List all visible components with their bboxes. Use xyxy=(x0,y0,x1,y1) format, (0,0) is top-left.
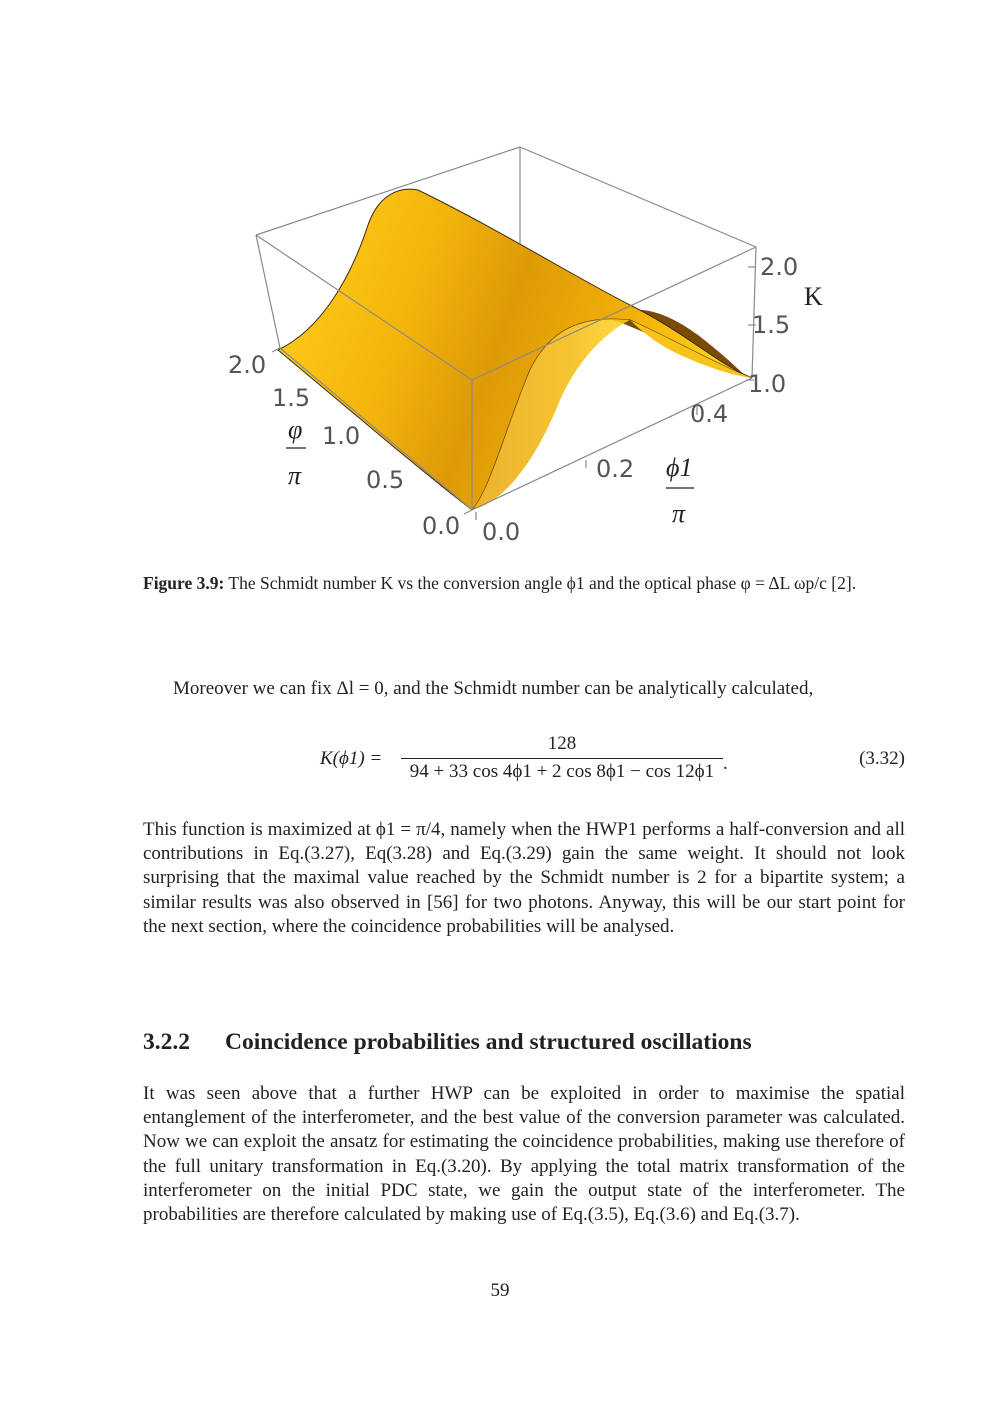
varphi-tick-0-5: 0.5 xyxy=(366,466,405,494)
intro-paragraph: Moreover we can fix Δl = 0, and the Schmidt number can be analytically calculated, xyxy=(173,678,814,699)
k-tick-2: 2.0 xyxy=(760,253,799,281)
section-heading xyxy=(143,1029,905,1056)
k-axis-label: K xyxy=(804,282,823,311)
section-title: Coincidence probabilities and structured oscillations xyxy=(225,1029,752,1055)
phi-tick-0-2: 0.2 xyxy=(596,455,635,483)
k-tick-1: 1.0 xyxy=(748,370,787,398)
equation-numerator: 128 xyxy=(401,733,723,759)
equation-fraction xyxy=(401,733,723,783)
phi-axis-label-den: π xyxy=(672,499,686,528)
figure-caption-text: The Schmidt number K vs the conversion angle ϕ1 and the optical phase φ = ΔL ωp/c [2]. xyxy=(228,573,857,593)
page-number: 59 xyxy=(490,1280,510,1301)
schmidt-number-surface-plot xyxy=(200,130,860,560)
phi-axis-label-num: ϕ1 xyxy=(666,453,693,482)
phi-tick-0: 0.0 xyxy=(482,518,521,546)
varphi-tick-0: 0.0 xyxy=(422,512,461,540)
body-paragraph: It was seen above that a further HWP can be exploited in order to maximise the spatial entanglement of the interferometer, and the best value of the conversion parameter was calculated. Now we can exploit the ansatz for estimating the coincidence probabilities, making use therefore of the full unitary transformation in Eq.(3.20). By applying the total matrix transformation of the interferometer on the initial PDC state, we gain the output state of the interferometer. The probabilities are therefore calculated by making use of Eq.(3.5), Eq.(3.6) and Eq.(3.7). xyxy=(143,1083,905,1226)
varphi-tick-2: 2.0 xyxy=(228,351,267,379)
varphi-axis-label-den: π xyxy=(288,461,302,490)
section-number: 3.2.2 xyxy=(143,1029,190,1055)
varphi-tick-1: 1.0 xyxy=(322,422,361,450)
varphi-tick-1-5: 1.5 xyxy=(272,384,311,412)
equation-lhs: K(ϕ1) = xyxy=(320,748,383,769)
equation-period: . xyxy=(723,753,728,774)
body-paragraph: This function is maximized at ϕ1 = π/4, namely when the HWP1 performs a half-conversion and all contributions in Eq.(3.27), Eq(3.28) and Eq.(3.29) gain the same weight. It should not look surprising that the maximal value reached by the Schmidt number is 2 for a bipartite system; a similar results was also observed in [56] for two photons. Anyway, this will be our start point for the next section, where the coincidence probabilities will be analysed. xyxy=(143,819,905,937)
figure-caption xyxy=(143,571,905,595)
equation-3-32 xyxy=(143,733,905,789)
k-tick-1-5: 1.5 xyxy=(752,311,791,339)
phi-tick-0-4: 0.4 xyxy=(690,400,729,428)
equation-number: (3.32) xyxy=(859,748,905,769)
equation-denominator: 94 + 33 cos 4ϕ1 + 2 cos 8ϕ1 − cos 12ϕ1 xyxy=(409,761,715,782)
figure-label: Figure 3.9: xyxy=(143,573,225,593)
varphi-axis-label-num: φ xyxy=(288,415,303,444)
